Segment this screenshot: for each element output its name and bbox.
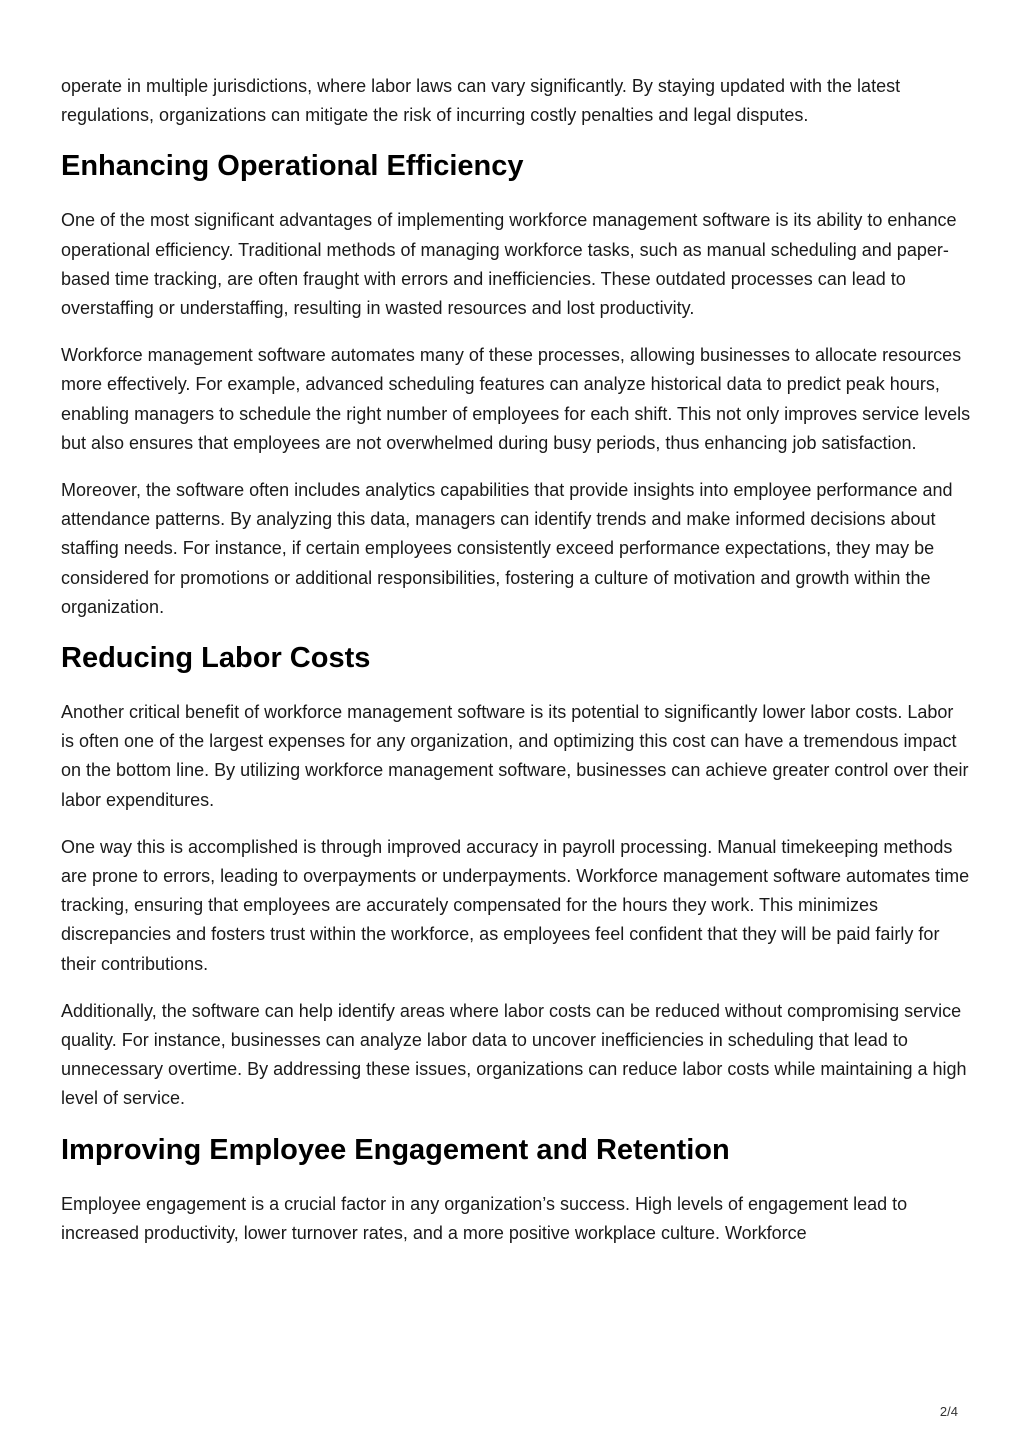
document-page xyxy=(61,72,971,1266)
paragraph-efficiency-2: Workforce management software automates many of these processes, allowing businesses to allocate resources more effectively. For example, advanced scheduling features can analyze historical data to predict peak hours, enabling managers to schedule the right number of employees for each shift. This not only improves service levels but also ensures that employees are not overwhelmed during busy periods, thus enhancing job satisfaction. xyxy=(61,345,971,453)
heading-reducing-labor-costs: Reducing Labor Costs xyxy=(61,642,371,675)
paragraph-efficiency-1: One of the most significant advantages of implementing workforce management software is its ability to enhance operational efficiency. Traditional methods of managing workforce tasks, such as manual scheduling and paper-based time tracking, are often fraught with errors and inefficiencies. These outdated processes can lead to overstaffing or understaffing, resulting in wasted resources and lost productivity. xyxy=(61,210,957,319)
paragraph-costs-2: One way this is accomplished is through improved accuracy in payroll processing. Manual timekeeping methods are prone to errors, leading to overpayments or underpayments. Workforce management software automates time tracking, ensuring that employees are accurately compensated for the hours they work. This minimizes discrepancies and fosters trust within the workforce, as employees feel confident that they will be paid fairly for their contributions. xyxy=(61,836,970,974)
paragraph-engagement-1: Employee engagement is a crucial factor in any organization’s success. High levels of engagement lead to increased productivity, lower turnover rates, and a more positive workplace culture. Workforce xyxy=(61,1193,908,1243)
paragraph-efficiency-3: Moreover, the software often includes analytics capabilities that provide insights into employee performance and attendance patterns. By analyzing this data, managers can identify trends and make informed decisions about staffing needs. For instance, if certain employees consistently exceed performance expectations, they may be considered for promotions or additional responsibilities, fostering a culture of motivation and growth within the organization. xyxy=(61,480,953,617)
paragraph-costs-1: Another critical benefit of workforce management software is its potential to significantly lower labor costs. Labor is often one of the largest expenses for any organization, and optimizing this cost can have a tremendous impact on the bottom line. By utilizing workforce management software, businesses can achieve greater control over their labor expenditures. xyxy=(61,702,969,810)
heading-operational-efficiency: Enhancing Operational Efficiency xyxy=(61,150,524,183)
paragraph-costs-3: Additionally, the software can help identify areas where labor costs can be reduced without compromising service quality. For instance, businesses can analyze labor data to uncover inefficiencies in scheduling that lead to unnecessary overtime. By addressing these issues, organizations can reduce labor costs while maintaining a high level of service. xyxy=(61,1000,967,1109)
paragraph-intro: operate in multiple jurisdictions, where labor laws can vary significantly. By staying updated with the latest regulations, organizations can mitigate the risk of incurring costly penalties and legal disputes. xyxy=(61,76,901,126)
page-number: 2/4 xyxy=(939,1404,958,1419)
heading-employee-engagement: Improving Employee Engagement and Retention xyxy=(61,1133,730,1166)
